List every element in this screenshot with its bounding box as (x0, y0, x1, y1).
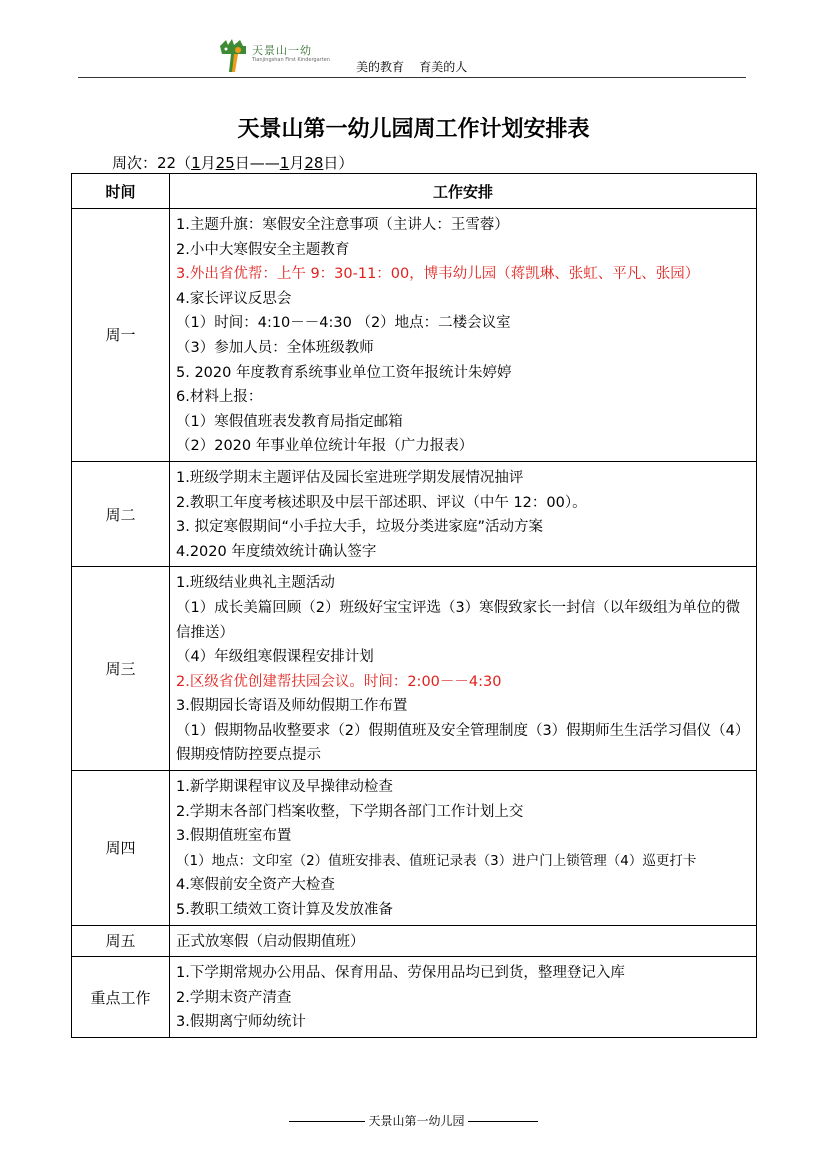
plan-line: 4.2020 年度绩效统计确认签字 (176, 543, 377, 560)
plan-line-highlight: 3.外出省优帮：上午 9：30-11：00，博韦幼儿园（蒋凯琳、张虹、平凡、张园） (176, 266, 700, 283)
footer-rule-right (468, 1121, 538, 1122)
plan-cell (170, 925, 757, 957)
plan-line: 3.假期园长寄语及师幼假期工作布置 (176, 698, 408, 715)
plan-line: （1）寒假值班表发教育局指定邮箱 (176, 413, 403, 430)
day-end-label: 日） (323, 154, 354, 172)
plan-cell (170, 957, 757, 1038)
logo-name: 天景山一幼 (252, 44, 312, 57)
plan-line: 2.小中大寒假安全主题教育 (176, 241, 350, 258)
plan-line: （4）年级组寒假课程安排计划 (176, 649, 374, 666)
plan-line: （1）时间：4:10－－4:30 （2）地点：二楼会议室 (176, 315, 511, 332)
plan-line: 5. 2020 年度教育系统事业单位工资年报统计朱婷婷 (176, 364, 512, 381)
plan-cell (170, 567, 757, 771)
day-label: 周二 (72, 461, 170, 566)
plan-line: 3.假期离宁师幼统计 (176, 1014, 306, 1031)
start-month: 1 (191, 154, 201, 172)
plan-line: 1.主题升旗：寒假安全注意事项（主讲人：王雪蓉） (176, 217, 509, 233)
plan-line: 4.家长评议反思会 (176, 290, 292, 307)
logo-subtitle: Tianjingshan First Kindergarten (252, 57, 330, 63)
footer-rule-left (289, 1121, 365, 1122)
footer-text: 天景山第一幼儿园 (368, 1114, 465, 1128)
table-row-tuesday (72, 461, 757, 566)
plan-line: 2.学期末资产清查 (176, 989, 292, 1006)
column-header-time: 时间 (72, 174, 170, 209)
plan-line: 3. 拟定寒假期间“小手拉大手，垃圾分类进家庭”活动方案 (176, 519, 543, 536)
start-day: 25 (215, 154, 235, 172)
plan-line: （1）地点：文印室（2）值班安排表、值班记录表（3）进户门上锁管理（4）巡更打卡 (176, 852, 697, 869)
footer (0, 1112, 827, 1129)
plan-line: （1）假期物品收整要求（2）假期值班及安全管理制度（3）假期师生生活学习倡仪（4）假期疫情防控要点提示 (176, 722, 750, 764)
week-prefix: 周次：22（ (112, 154, 192, 172)
month-label: 月 (289, 154, 305, 172)
plan-line: 1.班级结业典礼主题活动 (176, 575, 335, 592)
plan-line: 1.下学期常规办公用品、保育用品、劳保用品均已到货，整理登记入库 (176, 965, 625, 982)
column-header-plan: 工作安排 (170, 174, 757, 209)
table-row-thursday (72, 771, 757, 926)
end-day: 28 (304, 154, 324, 172)
header-divider (78, 77, 746, 78)
table-row-monday (72, 209, 757, 462)
plan-cell (170, 209, 757, 462)
plan-line: 2.教职工年度考核述职及中层干部述职、评议（中午 12：00）。 (176, 494, 587, 511)
plan-line-highlight: 2.区级省优创建帮扶园会议。时间：2:00－－4:30 (176, 673, 502, 690)
plan-line: 4.寒假前安全资产大检查 (176, 877, 335, 894)
day-label: 周三 (72, 567, 170, 771)
plan-cell (170, 771, 757, 926)
plan-line: 1.新学期课程审议及早操律动检查 (176, 779, 393, 796)
month-label: 月 (200, 154, 216, 172)
weekly-plan-table (71, 173, 757, 1038)
school-logo (216, 36, 330, 76)
plan-cell (170, 461, 757, 566)
header-slogan: 美的教育 育美的人 (356, 60, 468, 74)
plan-line: 1.班级学期末主题评估及园长室进班学期发展情况抽评 (176, 469, 524, 486)
day-label: 周四 (72, 771, 170, 926)
plan-line: 正式放寒假（启动假期值班） (176, 933, 365, 950)
table-row-wednesday (72, 567, 757, 771)
plan-line: 6.材料上报： (176, 389, 263, 406)
plan-line: （1）成长美篇回顾（2）班级好宝宝评选（3）寒假致家长一封信（以年级组为单位的微信推送） (176, 599, 741, 641)
day-label: 重点工作 (72, 957, 170, 1038)
plan-line: 2.学期末各部门档案收整，下学期各部门工作计划上交 (176, 803, 524, 820)
giraffe-logo-icon (216, 36, 252, 76)
day-range-label: 日—— (234, 154, 280, 172)
page-title: 天景山第一幼儿园周工作计划安排表 (237, 117, 590, 142)
day-label: 周五 (72, 925, 170, 957)
plan-line: 5.教职工绩效工资计算及发放准备 (176, 902, 393, 919)
end-month: 1 (279, 154, 290, 172)
plan-line: （3）参加人员：全体班级教师 (176, 339, 374, 356)
day-label: 周一 (72, 209, 170, 462)
table-header-row (72, 174, 757, 209)
table-row-friday (72, 925, 757, 957)
week-info (112, 152, 353, 173)
plan-line: （2）2020 年事业单位统计年报（广力报表） (176, 438, 474, 455)
table-row-key-work (72, 957, 757, 1038)
plan-line: 3.假期值班室布置 (176, 828, 292, 845)
